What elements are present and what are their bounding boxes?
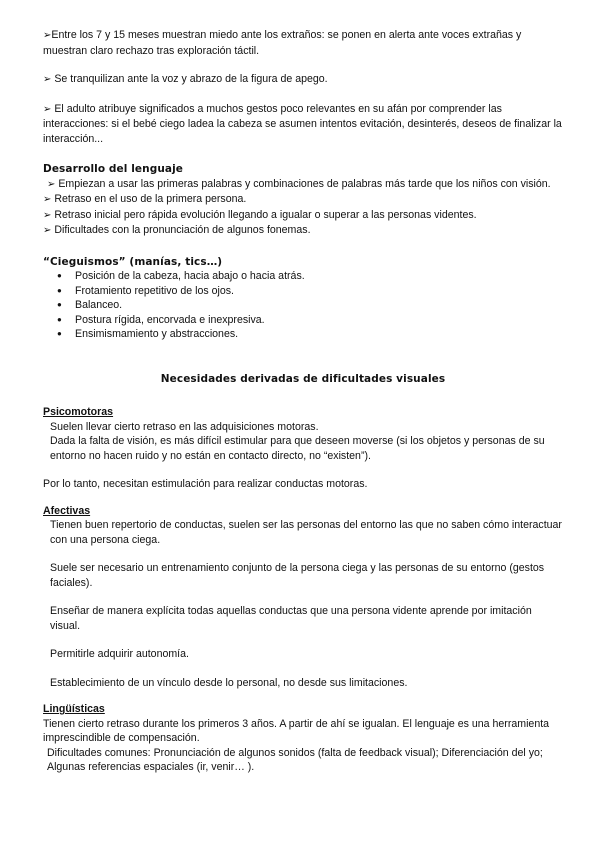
list-item: ➢ Dificultades con la pronunciación de algunos fonemas. [43, 224, 311, 236]
arrow-bullet-icon: ➢ [43, 74, 52, 85]
list-item: ➢ Retraso inicial pero rápida evolución llegando a igualar o superar a las personas videntes. [43, 208, 477, 221]
arrow-bullet-icon: ➢ [43, 103, 52, 115]
paragraph-linguisticas-1: Tienen cierto retraso durante los primeros 3 años. A partir de ahí se igualan. El lenguaje es una herramienta imprescindible de compensación. [43, 717, 550, 744]
arrow-bullet-icon: ➢ [43, 194, 52, 205]
cieguismos-list [43, 269, 563, 342]
heading-linguisticas: Lingüísticas [43, 703, 105, 715]
paragraph-adulto: ➢ El adulto atribuye significados a muchos gestos poco relevantes en su afán por comprender las interacciones: si el bebé ciego ladea la cabeza se asumen intentos evitación, desinterés, deseos de finalizar la interacción... [43, 102, 562, 145]
list-item: ● Posición de la cabeza, hacia abajo o hacia atrás. [55, 269, 563, 284]
arrow-bullet-icon: ➢ [43, 225, 52, 236]
lenguaje-list [43, 177, 563, 239]
arrow-bullet-icon: ➢ [43, 209, 52, 221]
heading-psicomotoras: Psicomotoras [43, 406, 114, 418]
paragraph-psicomotoras-3: Por lo tanto, necesitan estimulación para realizar conductas motoras. [43, 478, 368, 490]
heading-afectivas: Afectivas [43, 504, 91, 517]
paragraph-tranquilizan: ➢ Se tranquilizan ante la voz y abrazo de la figura de apego. [43, 73, 328, 85]
paragraph-afectivas-3: Enseñar de manera explícita todas aquellas conductas que una persona vidente aprende por imitación visual. [50, 605, 532, 632]
heading-necesidades: Necesidades derivadas de dificultades visuales [160, 372, 446, 385]
arrow-bullet-icon: ➢ [43, 30, 52, 41]
list-item: ● Postura rígida, encorvada e inexpresiva. [55, 313, 563, 328]
paragraph-psicomotoras-1: Suelen llevar cierto retraso en las adquisiciones motoras. [50, 420, 319, 433]
paragraph-afectivas-1: Tienen buen repertorio de conductas, suelen ser las personas del entorno las que no saben cómo interactuar con una persona ciega. [50, 519, 562, 546]
list-item: ➢ Empiezan a usar las primeras palabras y combinaciones de palabras más tarde que los niños con visión. [47, 177, 551, 190]
paragraph-linguisticas-2: Dificultades comunes: Pronunciación de algunos sonidos (falta de feedback visual); Diferenciación del yo; Algunas referencias espaciales (ir, venir… ). [47, 746, 543, 773]
list-item: ● Balanceo. [55, 298, 563, 313]
paragraph-afectivas-5: Establecimiento de un vínculo desde lo personal, no desde sus limitaciones. [50, 676, 408, 689]
list-item: ● Frotamiento repetitivo de los ojos. [55, 284, 563, 299]
list-item: ➢ Retraso en el uso de la primera persona. [43, 193, 247, 205]
heading-desarrollo-lenguaje: Desarrollo del lenguaje [43, 163, 183, 175]
paragraph-afectivas-2: Suele ser necesario un entrenamiento conjunto de la persona ciega y las personas de su entorno (gestos faciales). [50, 562, 545, 589]
heading-cieguismos: “Cieguismos” (manías, tics…) [43, 255, 223, 268]
paragraph-extranos: ➢Entre los 7 y 15 meses muestran miedo ante los extraños: se ponen en alerta ante voces extrañas y muestran claro rechazo tras exploración táctil. [43, 29, 522, 57]
paragraph-afectivas-4: Permitirle adquirir autonomía. [50, 648, 189, 660]
arrow-bullet-icon: ➢ [47, 178, 56, 190]
paragraph-psicomotoras-2: Dada la falta de visión, es más difícil estimular para que deseen moverse (si los objetos y personas de su entorno no hacen ruido y no están en contacto directo, no “existen”). [50, 435, 545, 462]
document-page [43, 28, 563, 775]
list-item: ● Ensimismamiento y abstracciones. [55, 327, 563, 342]
